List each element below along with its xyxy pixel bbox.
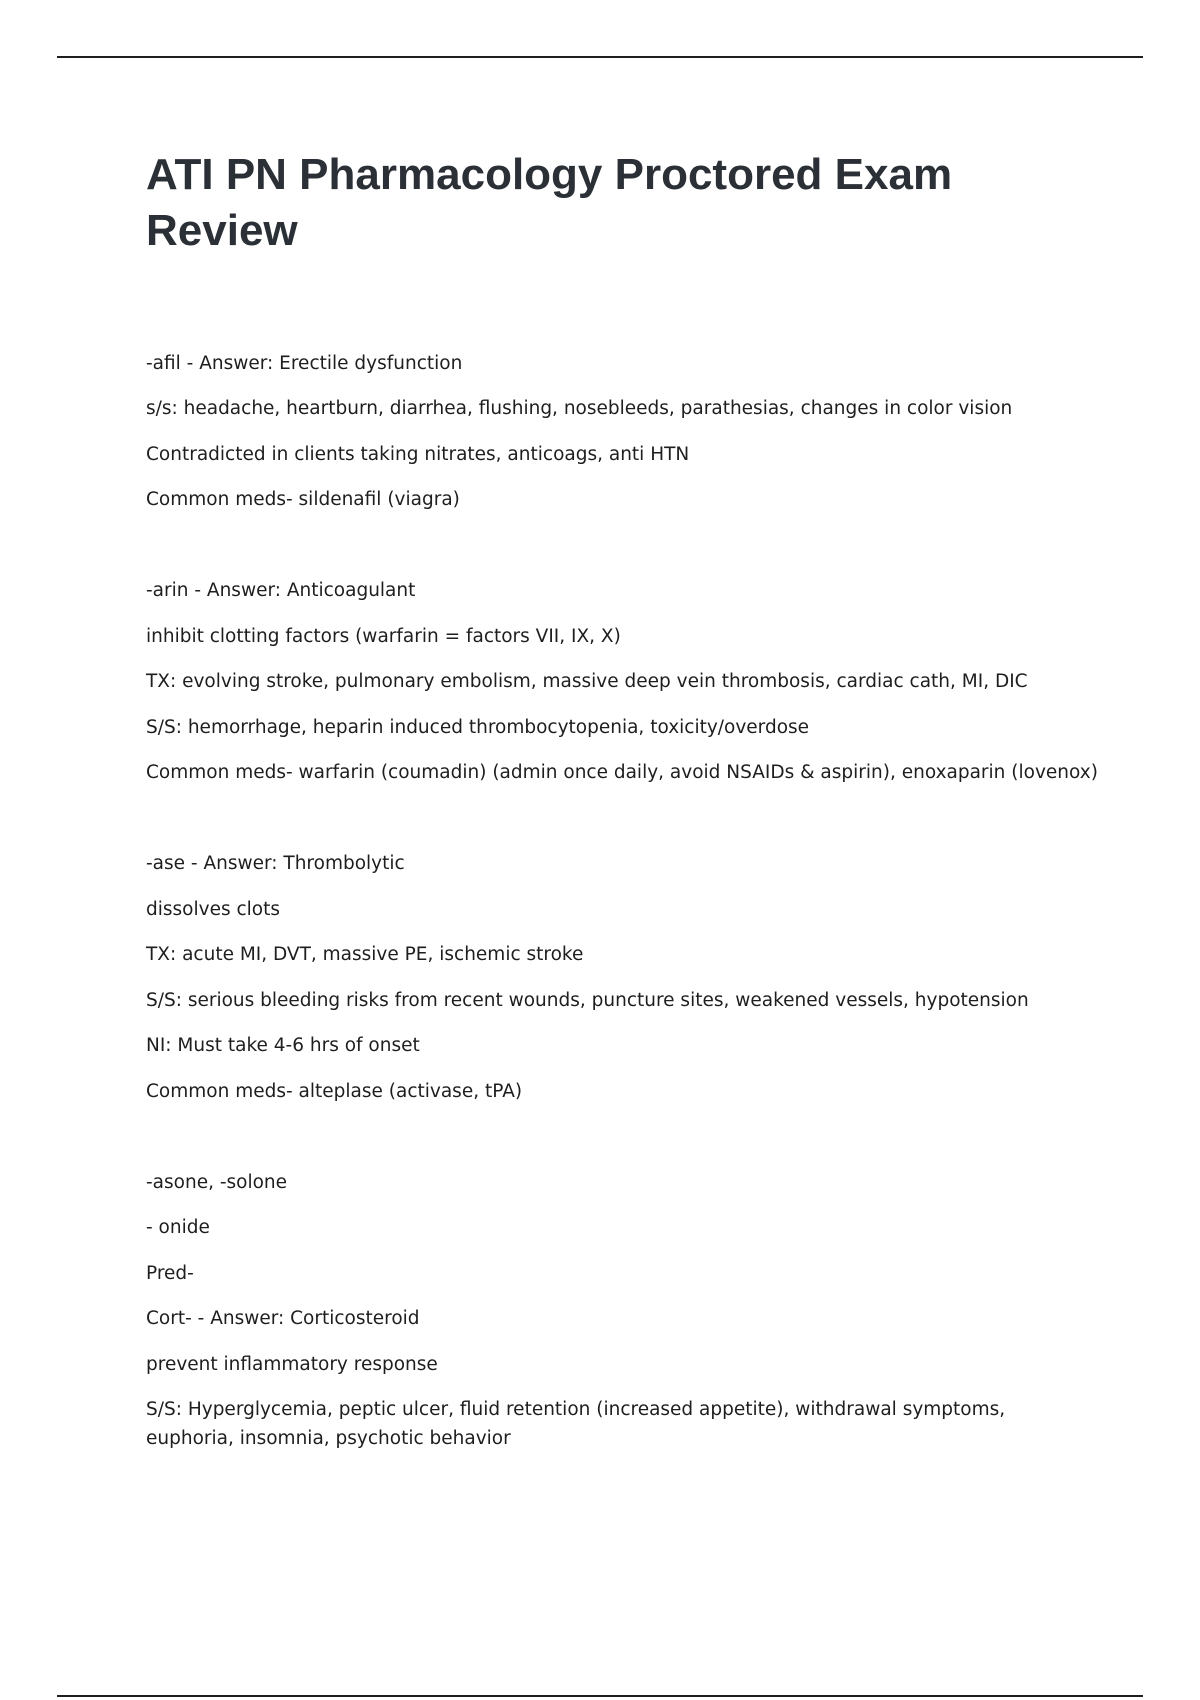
entry-ase-heading: -ase - Answer: Thrombolytic [146,853,405,874]
entry-arin-line: Common meds- warfarin (coumadin) (admin once daily, avoid NSAIDs & aspirin), enoxaparin (lovenox) [146,762,1098,783]
bottom-divider [57,1695,1143,1697]
entry-afil-line: Common meds- sildenafil (viagra) [146,489,460,510]
entry-ase-line: S/S: serious bleeding risks from recent wounds, puncture sites, weakened vessels, hypotension [146,990,1029,1011]
entry-asone-heading: -asone, -solone [146,1172,288,1193]
entry-afil-line: Contradicted in clients taking nitrates, anticoags, anti HTN [146,444,690,465]
document-title: ATI PN Pharmacology Proctored Exam Review [146,150,953,255]
entry-asone-line: Pred- [146,1263,194,1284]
entry-ase-line: dissolves clots [146,899,280,920]
entry-asone-line: prevent inflammatory response [146,1354,438,1375]
entry-arin-heading: -arin - Answer: Anticoagulant [146,580,416,601]
entry-arin-line: S/S: hemorrhage, heparin induced thrombocytopenia, toxicity/overdose [146,717,810,738]
entry-asone-line: S/S: Hyperglycemia, peptic ulcer, fluid retention (increased appetite), withdrawal symptoms, euphoria, insomnia, psychotic behavior [146,1399,1006,1449]
entry-afil-heading: -afil - Answer: Erectile dysfunction [146,353,463,374]
top-divider [57,56,1143,58]
entry-ase-line: Common meds- alteplase (activase, tPA) [146,1081,523,1102]
entry-arin-line: inhibit clotting factors (warfarin = factors VII, IX, X) [146,626,621,647]
entry-ase-line: TX: acute MI, DVT, massive PE, ischemic stroke [146,944,584,965]
entry-asone-line: - onide [146,1217,210,1238]
entry-afil-line: s/s: headache, heartburn, diarrhea, flushing, nosebleeds, parathesias, changes in color vision [146,398,1013,419]
entry-arin-line: TX: evolving stroke, pulmonary embolism, massive deep vein thrombosis, cardiac cath, MI, DIC [146,671,1028,692]
entry-ase-line: NI: Must take 4-6 hrs of onset [146,1035,420,1056]
entry-asone-line: Cort- - Answer: Corticosteroid [146,1308,420,1329]
